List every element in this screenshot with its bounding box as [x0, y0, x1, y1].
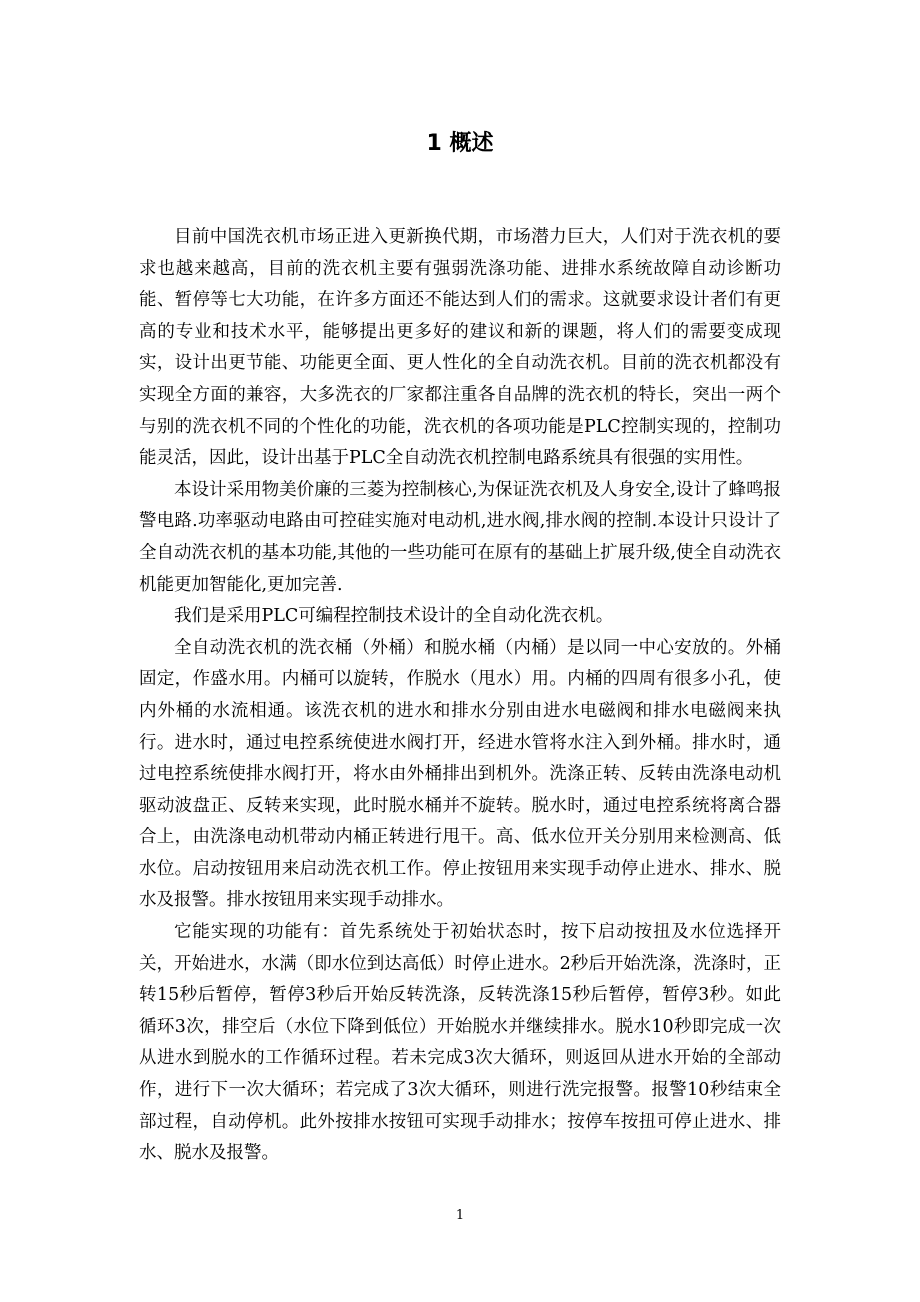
paragraph-plc: 我们是采用PLC可编程控制技术设计的全自动化洗衣机。 — [174, 606, 614, 627]
page-number: 1 — [455, 1208, 465, 1223]
paragraph-design: 本设计采用物美价廉的三菱为控制核心,为保证洗衣机及人身安全,设计了蜂鸣报警电路.功率驱动电路由可控硅实施对电动机,进水阀,排水阀的控制.本设计只设计了全自动洗衣机的基本功能,其他的一些功能可在原有的基础上扩展升级,使全自动洗衣机能更加智能化,更加完善. — [139, 479, 781, 595]
body-text — [139, 222, 781, 1170]
paragraph-overview: 目前中国洗衣机市场正进入更新换代期，市场潜力巨大，人们对于洗衣机的要求也越来越高，目前的洗衣机主要有强弱洗涤功能、进排水系统故障自动诊断功能、暂停等七大功能，在许多方面还不能达到人们的需求。这就要求设计者们有更高的专业和技术水平，能够提出更多好的建议和新的课题，将人们的需要变成现实，设计出更节能、功能更全面、更人性化的全自动洗衣机。目前的洗衣机都没有实现全方面的兼容，大多洗衣的厂家都注重各自品牌的洗衣机的特长，突出一两个与别的洗衣机不同的个性化的功能，洗衣机的各项功能是PLC控制实现的，控制功能灵活，因此，设计出基于PLC全自动洗衣机控制电路系统具有很强的实用性。 — [139, 227, 781, 469]
paragraph-structure: 全自动洗衣机的洗衣桶（外桶）和脱水桶（内桶）是以同一中心安放的。外桶固定，作盛水用。内桶可以旋转，作脱水（甩水）用。内桶的四周有很多小孔，使内外桶的水流相通。该洗衣机的进水和排水分别由进水电磁阀和排水电磁阀来执行。进水时，通过电控系统使进水阀打开，经进水管将水注入到外桶。排水时，通过电控系统使排水阀打开，将水由外桶排出到机外。洗涤正转、反转由洗涤电动机驱动波盘正、反转来实现，此时脱水桶并不旋转。脱水时，通过电控系统将离合器合上，由洗涤电动机带动内桶正转进行甩干。高、低水位开关分别用来检测高、低水位。启动按钮用来启动洗衣机工作。停止按钮用来实现手动停止进水、排水、脱水及报警。排水按钮用来实现手动排水。 — [139, 637, 781, 911]
paragraph-functions: 它能实现的功能有：首先系统处于初始状态时，按下启动按扭及水位选择开关，开始进水，水满（即水位到达高低）时停止进水。2秒后开始洗涤，洗涤时，正转15秒后暂停，暂停3秒后开始反转洗涤，反转洗涤15秒后暂停，暂停3秒。如此循环3次，排空后（水位下降到低位）开始脱水并继续排水。脱水10秒即完成一次从进水到脱水的工作循环过程。若未完成3次大循环，则返回从进水开始的全部动作，进行下一次大循环；若完成了3次大循环，则进行洗完报警。报警10秒结束全部过程，自动停机。此外按排水按钮可实现手动排水；按停车按扭可停止进水、排水、脱水及报警。 — [139, 922, 781, 1164]
section-title: 1 概述 — [426, 131, 494, 156]
